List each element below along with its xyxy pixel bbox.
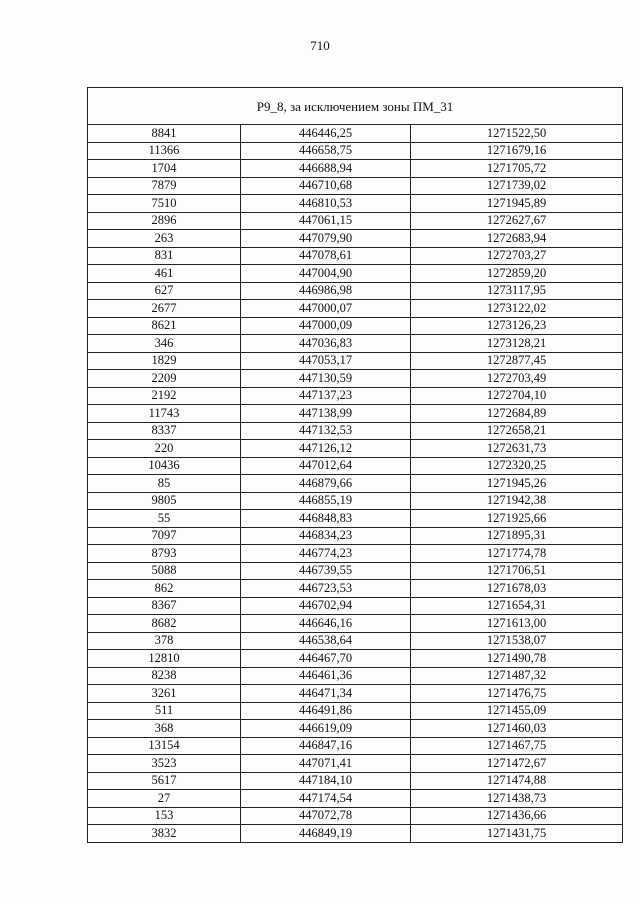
x-coordinate-cell: 447137,23 — [241, 387, 411, 405]
x-coordinate-cell: 447132,53 — [241, 422, 411, 440]
x-coordinate-cell: 446658,75 — [241, 142, 411, 160]
x-coordinate-cell: 446467,70 — [241, 650, 411, 668]
x-coordinate-cell: 447184,10 — [241, 772, 411, 790]
table-row — [88, 300, 623, 318]
point-number-cell: 153 — [88, 807, 241, 825]
table-row — [88, 422, 623, 440]
point-number-cell: 12810 — [88, 650, 241, 668]
table-row — [88, 650, 623, 668]
table-row — [88, 790, 623, 808]
point-number-cell: 2209 — [88, 370, 241, 388]
table-row — [88, 755, 623, 773]
point-number-cell: 263 — [88, 230, 241, 248]
table-row — [88, 527, 623, 545]
x-coordinate-cell: 446834,23 — [241, 527, 411, 545]
table-row — [88, 177, 623, 195]
coordinates-table — [87, 87, 623, 843]
x-coordinate-cell: 446723,53 — [241, 580, 411, 598]
x-coordinate-cell: 446619,09 — [241, 720, 411, 738]
point-number-cell: 3523 — [88, 755, 241, 773]
point-number-cell: 8238 — [88, 667, 241, 685]
table-row — [88, 142, 623, 160]
x-coordinate-cell: 446849,19 — [241, 825, 411, 843]
x-coordinate-cell: 447078,61 — [241, 247, 411, 265]
table-row — [88, 335, 623, 353]
table-row — [88, 440, 623, 458]
x-coordinate-cell: 446646,16 — [241, 615, 411, 633]
y-coordinate-cell: 1271436,66 — [411, 807, 623, 825]
x-coordinate-cell: 446688,94 — [241, 160, 411, 178]
point-number-cell: 3832 — [88, 825, 241, 843]
y-coordinate-cell: 1272684,89 — [411, 405, 623, 423]
point-number-cell: 7879 — [88, 177, 241, 195]
y-coordinate-cell: 1271895,31 — [411, 527, 623, 545]
x-coordinate-cell: 447053,17 — [241, 352, 411, 370]
table-title: Р9_8, за исключением зоны ПМ_31 — [88, 88, 623, 125]
point-number-cell: 1829 — [88, 352, 241, 370]
x-coordinate-cell: 446538,64 — [241, 632, 411, 650]
y-coordinate-cell: 1271487,32 — [411, 667, 623, 685]
y-coordinate-cell: 1271705,72 — [411, 160, 623, 178]
point-number-cell: 461 — [88, 265, 241, 283]
point-number-cell: 8367 — [88, 597, 241, 615]
table-row — [88, 317, 623, 335]
table-row — [88, 457, 623, 475]
y-coordinate-cell: 1271455,09 — [411, 702, 623, 720]
table-row — [88, 230, 623, 248]
table-row — [88, 597, 623, 615]
x-coordinate-cell: 446810,53 — [241, 195, 411, 213]
x-coordinate-cell: 446446,25 — [241, 125, 411, 143]
point-number-cell: 10436 — [88, 457, 241, 475]
y-coordinate-cell: 1271472,67 — [411, 755, 623, 773]
table-row — [88, 580, 623, 598]
y-coordinate-cell: 1272703,27 — [411, 247, 623, 265]
x-coordinate-cell: 446491,86 — [241, 702, 411, 720]
y-coordinate-cell: 1272683,94 — [411, 230, 623, 248]
table-row — [88, 737, 623, 755]
y-coordinate-cell: 1271942,38 — [411, 492, 623, 510]
x-coordinate-cell: 446855,19 — [241, 492, 411, 510]
point-number-cell: 8841 — [88, 125, 241, 143]
y-coordinate-cell: 1271925,66 — [411, 510, 623, 528]
x-coordinate-cell: 447012,64 — [241, 457, 411, 475]
table-row — [88, 562, 623, 580]
table-row — [88, 492, 623, 510]
x-coordinate-cell: 447174,54 — [241, 790, 411, 808]
table-row — [88, 387, 623, 405]
point-number-cell: 2192 — [88, 387, 241, 405]
y-coordinate-cell: 1272631,73 — [411, 440, 623, 458]
y-coordinate-cell: 1273117,95 — [411, 282, 623, 300]
y-coordinate-cell: 1271490,78 — [411, 650, 623, 668]
point-number-cell: 378 — [88, 632, 241, 650]
y-coordinate-cell: 1273128,21 — [411, 335, 623, 353]
y-coordinate-cell: 1271476,75 — [411, 685, 623, 703]
point-number-cell: 2677 — [88, 300, 241, 318]
point-number-cell: 5617 — [88, 772, 241, 790]
table-row — [88, 370, 623, 388]
x-coordinate-cell: 446461,36 — [241, 667, 411, 685]
table-row — [88, 265, 623, 283]
page-number: 710 — [310, 38, 330, 53]
table-row — [88, 195, 623, 213]
y-coordinate-cell: 1272704,10 — [411, 387, 623, 405]
x-coordinate-cell: 446879,66 — [241, 475, 411, 493]
point-number-cell: 8682 — [88, 615, 241, 633]
x-coordinate-cell: 447071,41 — [241, 755, 411, 773]
point-number-cell: 5088 — [88, 562, 241, 580]
y-coordinate-cell: 1271678,03 — [411, 580, 623, 598]
point-number-cell: 55 — [88, 510, 241, 528]
point-number-cell: 85 — [88, 475, 241, 493]
y-coordinate-cell: 1271706,51 — [411, 562, 623, 580]
table-title-row — [88, 88, 623, 125]
x-coordinate-cell: 447130,59 — [241, 370, 411, 388]
table-row — [88, 160, 623, 178]
y-coordinate-cell: 1271739,02 — [411, 177, 623, 195]
table-row — [88, 720, 623, 738]
y-coordinate-cell: 1271467,75 — [411, 737, 623, 755]
x-coordinate-cell: 447000,07 — [241, 300, 411, 318]
table-row — [88, 545, 623, 563]
table-row — [88, 282, 623, 300]
y-coordinate-cell: 1272859,20 — [411, 265, 623, 283]
x-coordinate-cell: 447004,90 — [241, 265, 411, 283]
y-coordinate-cell: 1273122,02 — [411, 300, 623, 318]
point-number-cell: 368 — [88, 720, 241, 738]
point-number-cell: 13154 — [88, 737, 241, 755]
point-number-cell: 220 — [88, 440, 241, 458]
x-coordinate-cell: 446710,68 — [241, 177, 411, 195]
y-coordinate-cell: 1272627,67 — [411, 212, 623, 230]
table-row — [88, 405, 623, 423]
y-coordinate-cell: 1271945,26 — [411, 475, 623, 493]
x-coordinate-cell: 447072,78 — [241, 807, 411, 825]
x-coordinate-cell: 447126,12 — [241, 440, 411, 458]
point-number-cell: 3261 — [88, 685, 241, 703]
table-body — [88, 88, 623, 843]
point-number-cell: 9805 — [88, 492, 241, 510]
table-row — [88, 685, 623, 703]
point-number-cell: 346 — [88, 335, 241, 353]
table-row — [88, 125, 623, 143]
point-number-cell: 7097 — [88, 527, 241, 545]
x-coordinate-cell: 446702,94 — [241, 597, 411, 615]
point-number-cell: 627 — [88, 282, 241, 300]
point-number-cell: 2896 — [88, 212, 241, 230]
point-number-cell: 11366 — [88, 142, 241, 160]
y-coordinate-cell: 1271431,75 — [411, 825, 623, 843]
point-number-cell: 831 — [88, 247, 241, 265]
y-coordinate-cell: 1271945,89 — [411, 195, 623, 213]
y-coordinate-cell: 1271613,00 — [411, 615, 623, 633]
table-row — [88, 247, 623, 265]
table-row — [88, 772, 623, 790]
table-row — [88, 667, 623, 685]
y-coordinate-cell: 1273126,23 — [411, 317, 623, 335]
table-row — [88, 352, 623, 370]
x-coordinate-cell: 446739,55 — [241, 562, 411, 580]
point-number-cell: 8793 — [88, 545, 241, 563]
point-number-cell: 862 — [88, 580, 241, 598]
x-coordinate-cell: 446848,83 — [241, 510, 411, 528]
table-row — [88, 615, 623, 633]
point-number-cell: 7510 — [88, 195, 241, 213]
table-row — [88, 632, 623, 650]
y-coordinate-cell: 1271522,50 — [411, 125, 623, 143]
point-number-cell: 11743 — [88, 405, 241, 423]
table-row — [88, 510, 623, 528]
y-coordinate-cell: 1271679,16 — [411, 142, 623, 160]
x-coordinate-cell: 446471,34 — [241, 685, 411, 703]
y-coordinate-cell: 1272658,21 — [411, 422, 623, 440]
x-coordinate-cell: 446774,23 — [241, 545, 411, 563]
x-coordinate-cell: 447036,83 — [241, 335, 411, 353]
x-coordinate-cell: 447138,99 — [241, 405, 411, 423]
y-coordinate-cell: 1271774,78 — [411, 545, 623, 563]
table-row — [88, 212, 623, 230]
point-number-cell: 27 — [88, 790, 241, 808]
x-coordinate-cell: 447000,09 — [241, 317, 411, 335]
y-coordinate-cell: 1272877,45 — [411, 352, 623, 370]
table-row — [88, 807, 623, 825]
y-coordinate-cell: 1271474,88 — [411, 772, 623, 790]
y-coordinate-cell: 1271460,03 — [411, 720, 623, 738]
point-number-cell: 511 — [88, 702, 241, 720]
y-coordinate-cell: 1272703,49 — [411, 370, 623, 388]
y-coordinate-cell: 1271538,07 — [411, 632, 623, 650]
point-number-cell: 1704 — [88, 160, 241, 178]
x-coordinate-cell: 447079,90 — [241, 230, 411, 248]
table-row — [88, 825, 623, 843]
y-coordinate-cell: 1271654,31 — [411, 597, 623, 615]
table-row — [88, 702, 623, 720]
y-coordinate-cell: 1271438,73 — [411, 790, 623, 808]
point-number-cell: 8337 — [88, 422, 241, 440]
y-coordinate-cell: 1272320,25 — [411, 457, 623, 475]
point-number-cell: 8621 — [88, 317, 241, 335]
x-coordinate-cell: 447061,15 — [241, 212, 411, 230]
x-coordinate-cell: 446847,16 — [241, 737, 411, 755]
x-coordinate-cell: 446986,98 — [241, 282, 411, 300]
table-row — [88, 475, 623, 493]
